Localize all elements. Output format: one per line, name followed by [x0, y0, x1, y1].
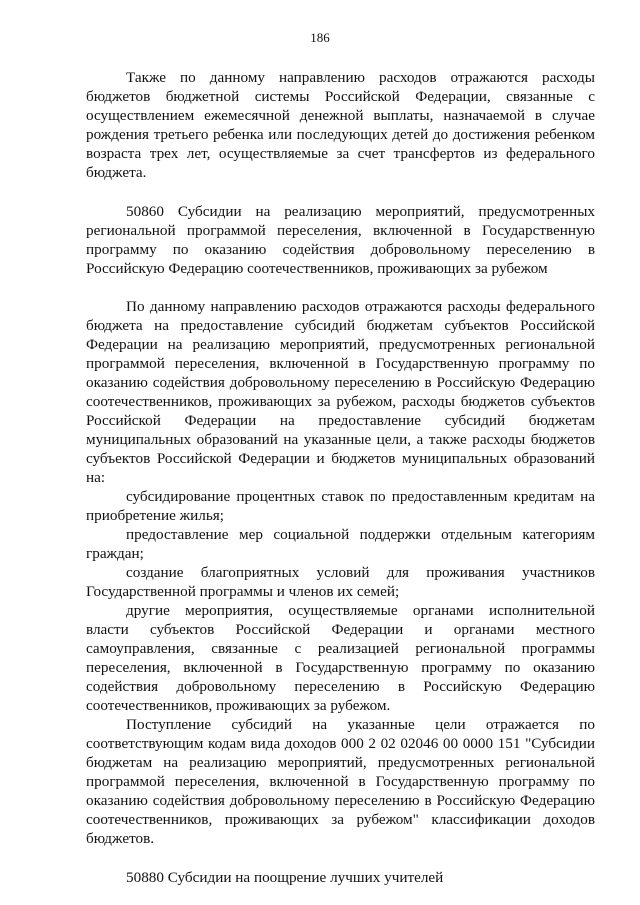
paragraph-monthly-payment: Также по данному направлению расходов отражаются расходы бюджетов бюджетной системы Российской Федерации, связанные с осуществлением ежемесячной денежной выплаты, назначаемой в случае рождения третьего ребенка или последующих детей до достижения ребенком возраста трех лет, осуществляемые за счет трансфертов из федерального бюджета.: [86, 69, 595, 181]
list-item-living-conditions: создание благоприятных условий для проживания участников Государственной программы и членов их семей;: [86, 564, 595, 600]
paragraph-income-codes: Поступление субсидий на указанные цели отражается по соответствующим кодам вида доходов 000 2 02 02046 00 0000 151 "Субсидии бюджетам на реализацию мероприятий, предусмотренных региональной программой переселения, включенной в Государственную программу по оказанию содействия добровольному переселению в Российскую Федерацию соотечественников, проживающих за рубежом" классификации доходов бюджетов.: [86, 716, 595, 847]
heading-50880: 50880 Субсидии на поощрение лучших учителей: [126, 869, 444, 886]
document-body: [86, 68, 595, 887]
paragraph-federal-expenses: По данному направлению расходов отражаются расходы федерального бюджета на предоставление субсидий бюджетам субъектов Российской Федерации на реализацию мероприятий, предусмотренных региональной программой переселения, включенной в Государственную программу по оказанию содействия добровольному переселению в Российскую Федерацию соотечественников, проживающих за рубежом, расходы бюджетов субъектов Российской Федерации на предоставление субсидий бюджетам муниципальных образований на указанные цели, а также расходы бюджетов субъектов Российской Федерации и бюджетов муниципальных образований на:: [86, 298, 595, 486]
heading-50860: 50860 Субсидии на реализацию мероприятий, предусмотренных региональной программой переселения, включенной в Государственную программу по оказанию содействия добровольному переселению в Российскую Федерацию соотечественников, проживающих за рубежом: [86, 203, 595, 277]
list-item-social-support: предоставление мер социальной поддержки отдельным категориям граждан;: [86, 526, 595, 562]
list-item-interest-subsidy: субсидирование процентных ставок по предоставленным кредитам на приобретение жилья;: [86, 488, 595, 524]
list-item-other-measures: другие мероприятия, осуществляемые органами исполнительной власти субъектов Российской Федерации и органами местного самоуправления, связанные с реализацией региональной программы переселения, включенной в Государственную программу по оказанию содействия добровольному переселению в Российскую Федерацию соотечественников, проживающих за рубежом.: [86, 602, 595, 714]
page-number: 186: [310, 30, 330, 45]
